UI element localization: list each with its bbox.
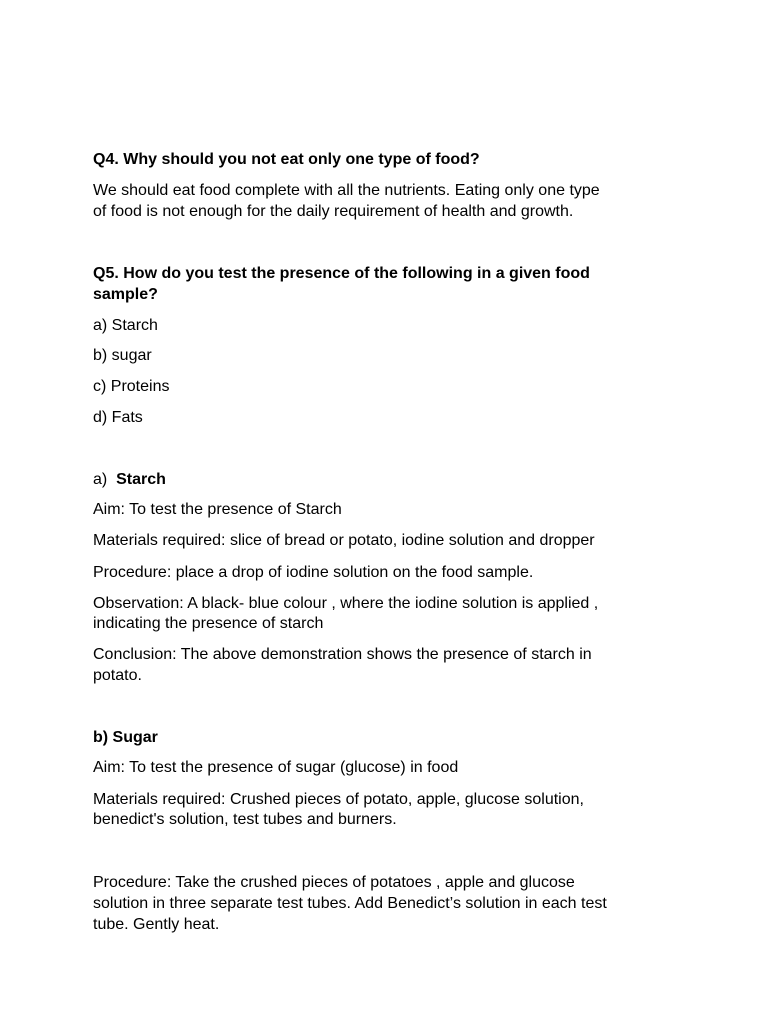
sugar-procedure-line-2: solution in three separate test tubes. Add Benedict’s solution in each test bbox=[93, 895, 607, 912]
starch-procedure: Procedure: place a drop of iodine solution on the food sample. bbox=[93, 564, 534, 581]
sugar-procedure-line-3: tube. Gently heat. bbox=[93, 916, 220, 933]
starch-heading bbox=[93, 469, 693, 490]
q4-question: Q4. Why should you not eat only one type of food? bbox=[93, 151, 480, 168]
q5-question-line-2: sample? bbox=[93, 286, 158, 303]
starch-heading-label: Starch bbox=[116, 471, 166, 488]
q5-option-b: b) sugar bbox=[93, 347, 152, 364]
starch-observation-line-1: Observation: A black- blue colour , where the iodine solution is applied , bbox=[93, 595, 599, 612]
starch-aim: Aim: To test the presence of Starch bbox=[93, 501, 342, 518]
sugar-materials-line-2: benedict's solution, test tubes and burners. bbox=[93, 811, 397, 828]
starch-observation-line-2: indicating the presence of starch bbox=[93, 615, 324, 632]
starch-materials: Materials required: slice of bread or potato, iodine solution and dropper bbox=[93, 532, 595, 549]
q4-answer-line-1: We should eat food complete with all the nutrients. Eating only one type bbox=[93, 182, 600, 199]
sugar-procedure-line-1: Procedure: Take the crushed pieces of potatoes , apple and glucose bbox=[93, 874, 575, 891]
starch-conclusion-line-2: potato. bbox=[93, 667, 142, 684]
sugar-heading: b) Sugar bbox=[93, 729, 158, 746]
q4-answer-line-2: of food is not enough for the daily requirement of health and growth. bbox=[93, 203, 574, 220]
starch-heading-prefix: a) bbox=[93, 471, 108, 488]
q5-option-d: d) Fats bbox=[93, 409, 143, 426]
q5-option-c: c) Proteins bbox=[93, 378, 170, 395]
q5-option-a: a) Starch bbox=[93, 317, 158, 334]
sugar-aim: Aim: To test the presence of sugar (glucose) in food bbox=[93, 759, 459, 776]
q5-question-line-1: Q5. How do you test the presence of the following in a given food bbox=[93, 265, 590, 282]
sugar-materials-line-1: Materials required: Crushed pieces of potato, apple, glucose solution, bbox=[93, 791, 584, 808]
starch-conclusion-line-1: Conclusion: The above demonstration shows the presence of starch in bbox=[93, 646, 592, 663]
